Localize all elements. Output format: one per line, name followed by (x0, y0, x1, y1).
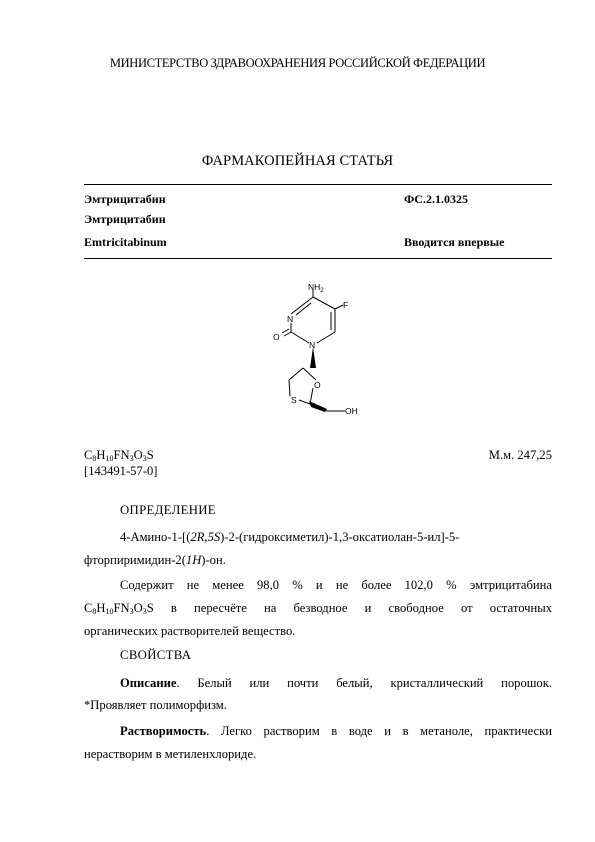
label-hydroxyl: OH (345, 406, 358, 416)
chemical-name-line-2: фторпиримидин-2(1H)-он. (84, 553, 226, 567)
article-status: Вводится впервые (404, 235, 505, 249)
drug-name-russian: Эмтрицитабин (84, 192, 166, 206)
label-nh2: $NH_2$ (308, 282, 324, 294)
content-line-3: органических растворителей вещество. (84, 624, 296, 638)
description-line-2: *Проявляет полиморфизм. (84, 698, 227, 712)
header-top-rule (84, 184, 552, 185)
chemical-name-line-1: 4-Амино-1-[(2R,5S)-2-(гидроксиметил)-1,3-оксатиолан-5-ил]-5- (120, 530, 460, 544)
molecular-formula: $C_8H_{10}FN_3O_3S$ (84, 448, 154, 463)
description-line-1: Описание. Белый или почти белый, кристаллический порошок. (120, 676, 552, 690)
content-line-1: Содержит не менее 98,0 % и не более 102,0 % эмтрицитабина (120, 578, 552, 592)
molecular-weight: М.м. 247,25 (488, 448, 552, 462)
header-bottom-rule (84, 258, 552, 259)
label-fluorine: F (343, 300, 349, 310)
ministry-header: МИНИСТЕРСТВО ЗДРАВООХРАНЕНИЯ РОССИЙСКОЙ ФЕДЕРАЦИИ (109, 56, 486, 70)
document-type-title: ФАРМАКОПЕЙНАЯ СТАТЬЯ (201, 153, 394, 169)
label-ring-nitrogen: N (287, 314, 294, 324)
solubility-line-1: Растворимость. Легко растворим в воде и в метаноле, практически (120, 724, 552, 738)
solubility-line-2: нерастворим в метиленхлориде. (84, 747, 257, 761)
label-sulfur: S (291, 395, 297, 405)
label-carbonyl-oxygen: O (273, 332, 280, 342)
label-n1-nitrogen: N (309, 340, 316, 350)
cas-number: [143491-57-0] (84, 464, 158, 478)
drug-name-russian-alt: Эмтрицитабин (84, 212, 166, 226)
definition-heading: ОПРЕДЕЛЕНИЕ (120, 503, 216, 517)
label-ring-oxygen: O (314, 380, 321, 390)
drug-name-latin: Emtricitabinum (84, 235, 167, 249)
properties-heading: СВОЙСТВА (120, 648, 192, 662)
content-line-2: $C_8H_{10}FN_3O_3S$ в пересчёте на безводное и свободное от остаточных (84, 601, 552, 616)
structural-formula (255, 270, 385, 430)
article-code: ФС.2.1.0325 (404, 192, 468, 206)
